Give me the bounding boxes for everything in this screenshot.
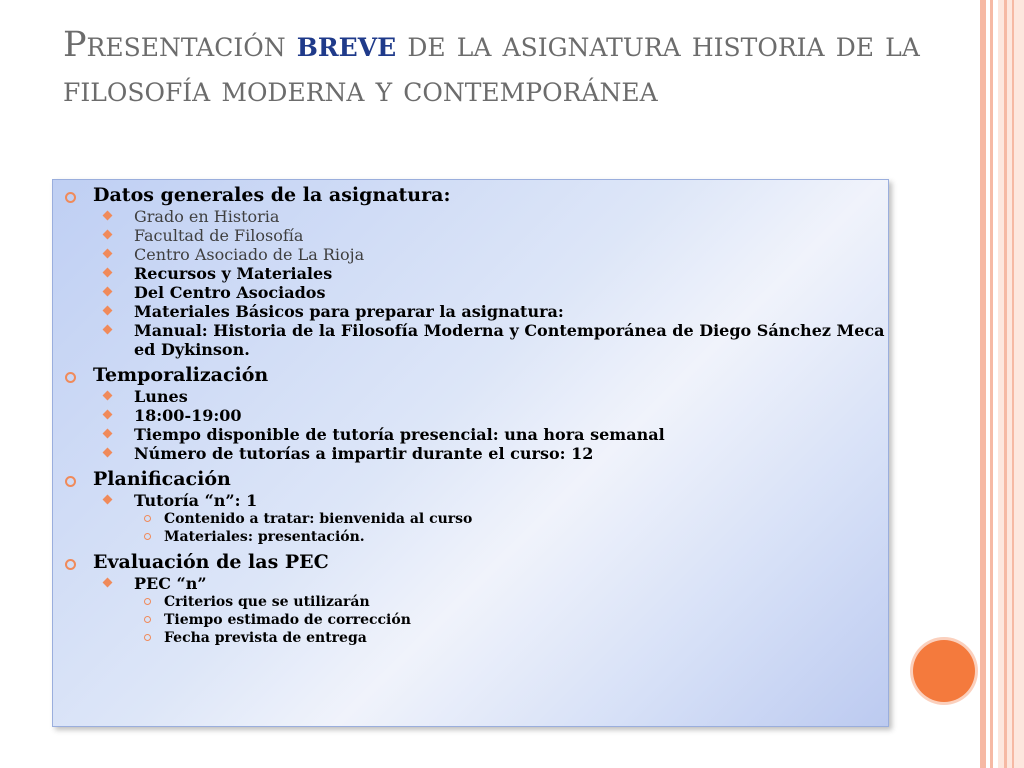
section-item [53, 468, 888, 546]
small-circle-bullet-icon [144, 533, 151, 540]
list-item-text: Materiales Básicos para preparar la asignatura: [134, 302, 564, 321]
list-item-text: Grado en Historia [134, 207, 280, 226]
diamond-bullet-icon [103, 325, 113, 335]
slide-title [63, 22, 963, 113]
circle-bullet-icon [65, 192, 76, 203]
list-item-text: Tiempo disponible de tutoría presencial: una hora semanal [134, 425, 665, 444]
title-part1: Presentación [63, 25, 286, 65]
list-item [53, 406, 888, 425]
decorative-stripe-band [998, 0, 1024, 768]
small-circle-bullet-icon [144, 616, 151, 623]
diamond-bullet-icon [103, 230, 113, 240]
list-item-text: Centro Asociado de La Rioja [134, 245, 365, 264]
list-item-text: Número de tutorías a impartir durante el curso: 12 [134, 444, 594, 463]
circle-bullet-icon [65, 476, 76, 487]
list-item [53, 245, 888, 264]
diamond-bullet-icon [103, 391, 113, 401]
subitem-list [53, 510, 888, 546]
content-box [52, 179, 889, 727]
diamond-bullet-icon [103, 268, 113, 278]
section-items [53, 574, 888, 647]
list-item [53, 226, 888, 245]
list-item [53, 491, 888, 546]
section-items [53, 207, 888, 359]
section-item [53, 551, 888, 647]
title-highlight: breve [296, 24, 397, 65]
section-heading: Planificación [93, 468, 231, 490]
list-item-text: 18:00-19:00 [134, 406, 242, 425]
list-item-text: PEC “n” [134, 574, 207, 593]
sub-list-item [53, 611, 888, 629]
list-item [53, 321, 888, 359]
sub-list-item [53, 528, 888, 546]
section-items [53, 491, 888, 546]
sub-list-item-text: Tiempo estimado de corrección [164, 612, 411, 628]
diamond-bullet-icon [103, 306, 113, 316]
section-item [53, 184, 888, 359]
list-item [53, 207, 888, 226]
diamond-bullet-icon [103, 495, 113, 505]
small-circle-bullet-icon [144, 515, 151, 522]
small-circle-bullet-icon [144, 598, 151, 605]
sub-list-item-text: Criterios que se utilizarán [164, 594, 370, 610]
decorative-stripe [990, 0, 993, 768]
circle-bullet-icon [65, 372, 76, 383]
list-item-text: Del Centro Asociados [134, 283, 326, 302]
list-item-text: Lunes [134, 387, 188, 406]
diamond-bullet-icon [103, 410, 113, 420]
diamond-bullet-icon [103, 578, 113, 588]
list-item-text: Facultad de Filosofía [134, 226, 304, 245]
circle-bullet-icon [65, 559, 76, 570]
decorative-stripe [980, 0, 986, 768]
small-circle-bullet-icon [144, 634, 151, 641]
diamond-bullet-icon [103, 429, 113, 439]
diamond-bullet-icon [103, 287, 113, 297]
sub-list-item [53, 629, 888, 647]
sub-list-item [53, 510, 888, 528]
section-heading: Evaluación de las PEC [93, 551, 329, 573]
list-item [53, 444, 888, 463]
section-item [53, 364, 888, 463]
list-item [53, 425, 888, 444]
diamond-bullet-icon [103, 249, 113, 259]
list-item [53, 574, 888, 647]
decorative-circle [913, 640, 975, 702]
sub-list-item-text: Materiales: presentación. [164, 529, 365, 545]
decorative-stripe [1004, 0, 1007, 768]
list-item-text: Manual: Historia de la Filosofía Moderna y Contemporánea de Diego Sánchez Meca ed Dykinson. [134, 321, 885, 359]
list-item [53, 264, 888, 283]
diamond-bullet-icon [103, 448, 113, 458]
list-item [53, 283, 888, 302]
list-item-text: Recursos y Materiales [134, 264, 333, 283]
diamond-bullet-icon [103, 211, 113, 221]
decorative-stripe [1012, 0, 1014, 768]
sub-list-item [53, 593, 888, 611]
title-part2: de la asignatura historia de la filosofía moderna y contemporánea [63, 25, 920, 110]
sub-list-item-text: Fecha prevista de entrega [164, 630, 367, 646]
subitem-list [53, 593, 888, 647]
list-item [53, 302, 888, 321]
list-item-text: Tutoría “n”: 1 [134, 491, 258, 510]
sub-list-item-text: Contenido a tratar: bienvenida al curso [164, 511, 473, 527]
section-heading: Datos generales de la asignatura: [93, 184, 451, 206]
outline-list [53, 184, 888, 647]
list-item [53, 387, 888, 406]
section-items [53, 387, 888, 463]
section-heading: Temporalización [93, 364, 269, 386]
